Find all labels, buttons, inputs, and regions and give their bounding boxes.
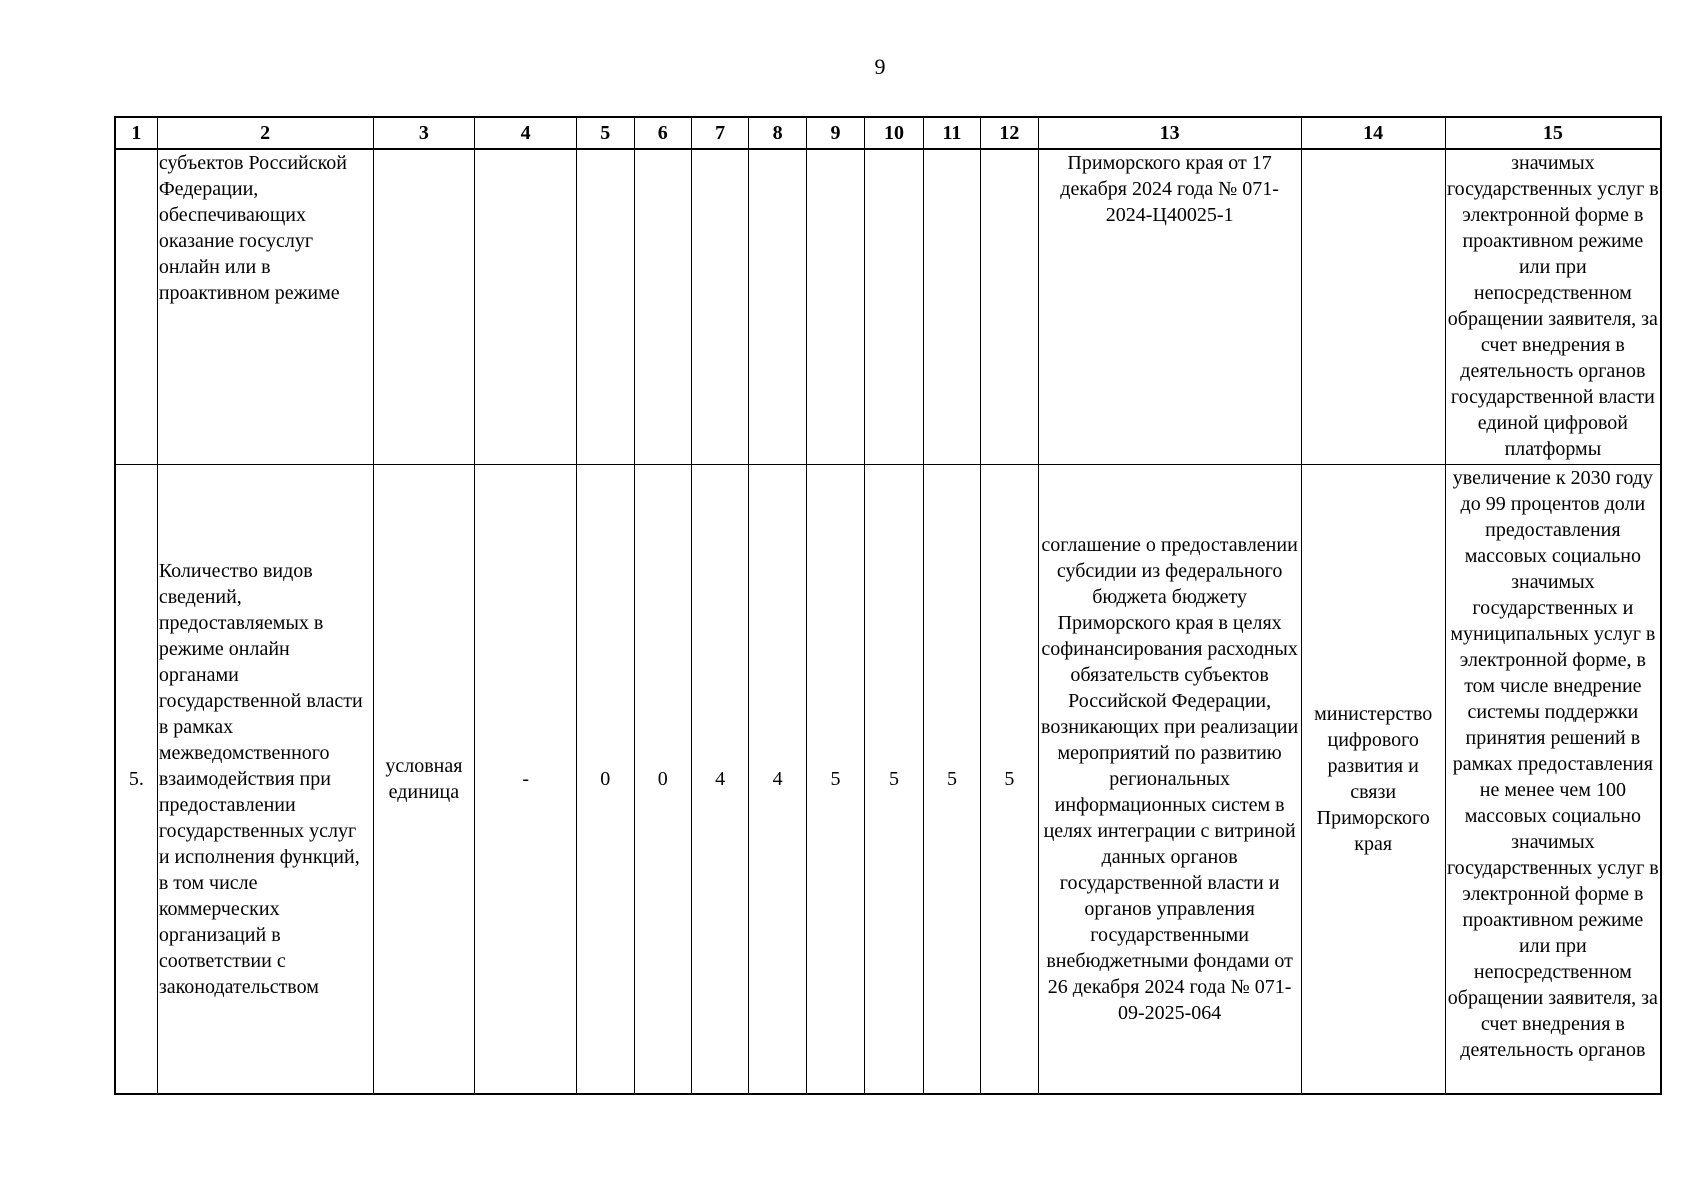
cell-col6 (634, 149, 691, 465)
cell-col9: 5 (806, 465, 864, 1095)
column-header: 4 (475, 117, 577, 149)
cell-col10: 5 (865, 465, 923, 1095)
cell-number (115, 149, 157, 465)
column-header: 11 (923, 117, 980, 149)
cell-goal: значимых государственных услуг в электронной форме в проактивном режиме или при непосредственном обращении заявителя, за счет внедрения в деятельность органов государственной власти единой цифровой платформы (1445, 149, 1661, 465)
cell-document: соглашение о предоставлении субсидии из федерального бюджета бюджету Приморского края в целях софинансирования расходных обязательств субъектов Российской Федерации, возникающих при реализации мероприятий по развитию региональных информационных систем в целях интеграции с витриной данных органов государственной власти и органов управления государственными внебюджетными фондами от 26 декабря 2024 года № 071-09-2025-064 (1038, 465, 1301, 1095)
cell-col4 (475, 149, 577, 465)
column-header: 13 (1038, 117, 1301, 149)
cell-col8: 4 (749, 465, 806, 1095)
cell-indicator-name: Количество видов сведений, предоставляемых в режиме онлайн органами государственной власти в рамках межведомственного взаимодействия при предоставлении государственных услуг и исполнения функций, в том числе коммерческих организаций в соответствии с законодательством (157, 465, 373, 1095)
column-header: 12 (981, 117, 1038, 149)
cell-col6: 0 (634, 465, 691, 1095)
cell-col5: 0 (577, 465, 634, 1095)
page-number: 9 (874, 54, 886, 79)
cell-col7: 4 (691, 465, 748, 1095)
cell-col10 (865, 149, 923, 465)
cell-col4: - (475, 465, 577, 1095)
cell-col8 (749, 149, 806, 465)
column-header: 7 (691, 117, 748, 149)
column-header: 5 (577, 117, 634, 149)
column-header: 1 (115, 117, 157, 149)
cell-responsible (1301, 149, 1445, 465)
cell-col12 (981, 149, 1038, 465)
column-header: 3 (373, 117, 475, 149)
column-header: 2 (157, 117, 373, 149)
cell-unit: условная единица (373, 465, 475, 1095)
cell-col11: 5 (923, 465, 980, 1095)
cell-number: 5. (115, 465, 157, 1095)
column-header: 8 (749, 117, 806, 149)
cell-document: Приморского края от 17 декабря 2024 года № 071-2024-Ц40025-1 (1038, 149, 1301, 465)
column-header: 6 (634, 117, 691, 149)
cell-col12: 5 (981, 465, 1038, 1095)
column-header: 10 (865, 117, 923, 149)
column-header: 15 (1445, 117, 1661, 149)
header-row (115, 117, 1661, 149)
column-header: 9 (806, 117, 864, 149)
cell-unit (373, 149, 475, 465)
table-row (115, 149, 1661, 465)
column-header: 14 (1301, 117, 1445, 149)
indicators-table (114, 116, 1662, 1095)
cell-goal: увеличение к 2030 году до 99 процентов доли предоставления массовых социально значимых государственных и муниципальных услуг в электронной форме, в том числе внедрение системы поддержки принятия решений в рамках предоставления не менее чем 100 массовых социально значимых государственных услуг в электронной форме в проактивном режиме или при непосредственном обращении заявителя, за счет внедрения в деятельность органов (1445, 465, 1661, 1095)
cell-indicator-name: субъектов Российской Федерации, обеспечивающих оказание госуслуг онлайн или в проактивном режиме (157, 149, 373, 465)
table-row (115, 465, 1661, 1095)
cell-col5 (577, 149, 634, 465)
cell-responsible: министерство цифрового развития и связи Приморского края (1301, 465, 1445, 1095)
cell-col9 (806, 149, 864, 465)
cell-col7 (691, 149, 748, 465)
cell-col11 (923, 149, 980, 465)
